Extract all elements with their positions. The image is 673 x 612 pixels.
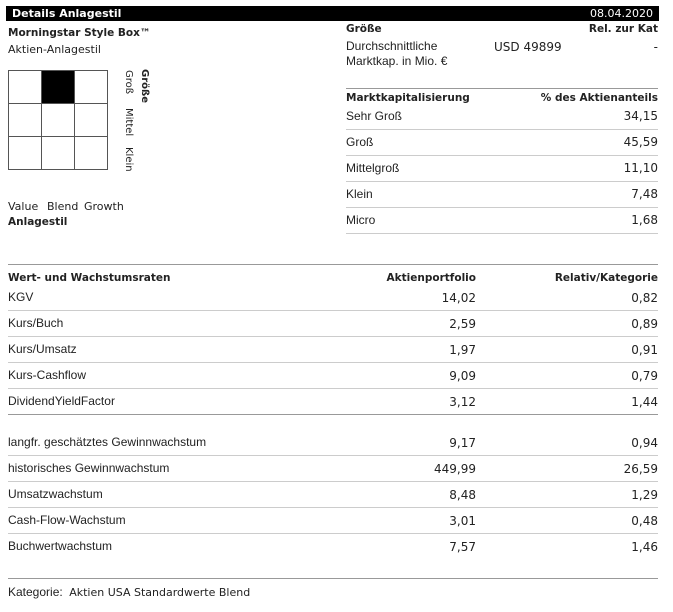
marktkap-row-value: 7,48 (631, 187, 658, 201)
wachstum-row-portfolio: 3,01 (449, 514, 476, 528)
stylebox-cell-large-value (8, 70, 42, 104)
wachstum-row-label: historisches Gewinnwachstum (8, 461, 170, 475)
marktkap-header-left: Marktkapitalisierung (346, 92, 470, 104)
row-divider (346, 233, 658, 234)
divider (8, 264, 658, 265)
kategorie-label: Kategorie: (8, 585, 63, 599)
wachstum-row-relative: 26,59 (623, 462, 658, 476)
wachstum-row-relative: 0,94 (631, 436, 658, 450)
kategorie-value[interactable]: Aktien USA Standardwerte Blend (69, 586, 251, 599)
wachstum-row-portfolio: 3,12 (449, 395, 476, 409)
marktkap-row-value: 11,10 (623, 161, 658, 175)
wachstum-row-label: langfr. geschätztes Gewinnwachstum (8, 435, 207, 449)
wachstum-row-label: Cash-Flow-Wachstum (8, 513, 126, 527)
section-title: Details Anlagestil (12, 7, 122, 20)
marktkap-row-label: Sehr Groß (346, 109, 403, 123)
row-divider (346, 129, 658, 130)
marktkap-row-label: Klein (346, 187, 373, 201)
section-date: 08.04.2020 (590, 7, 653, 20)
row-divider (346, 207, 658, 208)
stylebox-cell-small-blend (41, 136, 75, 170)
stylebox-row-klein: Klein (123, 147, 134, 172)
marktkap-row-value: 34,15 (623, 109, 658, 123)
wachstum-row-relative: 0,79 (631, 369, 658, 383)
stylebox-col-value: Value (8, 200, 39, 213)
row-divider (346, 181, 658, 182)
stylebox-subtitle: Aktien-Anlagestil (8, 43, 101, 56)
marktkap-row-value: 1,68 (631, 213, 658, 227)
wachstum-row-label: Kurs/Buch (8, 316, 64, 330)
stylebox-size-label: Größe (139, 69, 150, 103)
row-divider (8, 336, 658, 337)
stylebox-cell-mid-blend (41, 103, 75, 137)
stylebox-cell-mid-value (8, 103, 42, 137)
marktkap-row-label: Micro (346, 213, 376, 227)
row-divider (8, 362, 658, 363)
marktkap-header-right: % des Aktienanteils (540, 92, 658, 104)
row-divider (8, 310, 658, 311)
stylebox-col-blend: Blend (47, 200, 79, 213)
row-divider (8, 533, 658, 534)
wachstum-header-mid: Aktienportfolio (386, 272, 476, 284)
wachstum-row-portfolio: 7,57 (449, 540, 476, 554)
wachstum-header-right: Relativ/Kategorie (554, 272, 658, 284)
stylebox-cell-small-value (8, 136, 42, 170)
wachstum-row-portfolio: 2,59 (449, 317, 476, 331)
wachstum-row-portfolio: 8,48 (449, 488, 476, 502)
wachstum-row-relative: 0,48 (631, 514, 658, 528)
wachstum-row-label: Kurs-Cashflow (8, 368, 87, 382)
row-divider (8, 455, 658, 456)
wachstum-row-portfolio: 9,17 (449, 436, 476, 450)
wachstum-row-portfolio: 1,97 (449, 343, 476, 357)
stylebox-cell-small-growth (74, 136, 108, 170)
wachstum-row-relative: 1,29 (631, 488, 658, 502)
wachstum-row-relative: 0,89 (631, 317, 658, 331)
stylebox-cell-mid-growth (74, 103, 108, 137)
divider (8, 578, 658, 579)
section-header (6, 6, 659, 21)
row-divider (346, 155, 658, 156)
groesse-title: Größe (346, 23, 382, 35)
row-divider (8, 481, 658, 482)
row-divider (8, 388, 658, 389)
stylebox-col-growth: Growth (84, 200, 124, 213)
wachstum-row-portfolio: 449,99 (434, 462, 476, 476)
wachstum-row-relative: 1,44 (631, 395, 658, 409)
wachstum-row-relative: 0,82 (631, 291, 658, 305)
marktkap-row-label: Groß (346, 135, 374, 149)
divider (346, 88, 658, 89)
wachstum-row-portfolio: 9,09 (449, 369, 476, 383)
wachstum-row-label: DividendYieldFactor (8, 394, 115, 408)
wachstum-header-left: Wert- und Wachstumsraten (8, 272, 171, 284)
wachstum-row-label: KGV (8, 290, 34, 304)
groesse-rel-label: Rel. zur Kat (588, 23, 658, 35)
avg-marketcap-label: Durchschnittliche Marktkap. in Mio. € (346, 39, 448, 68)
marktkap-row-value: 45,59 (623, 135, 658, 149)
avg-marketcap-value: USD 49899 (494, 40, 562, 54)
stylebox-cell-large-blend (41, 70, 75, 104)
divider (8, 414, 658, 415)
marktkap-row-label: Mittelgroß (346, 161, 400, 175)
wachstum-row-label: Buchwertwachstum (8, 539, 113, 553)
avg-marketcap-rel: - (653, 40, 658, 54)
style-box-grid (8, 70, 107, 169)
stylebox-row-gross: Groß (123, 70, 134, 95)
wachstum-row-relative: 0,91 (631, 343, 658, 357)
wachstum-row-relative: 1,46 (631, 540, 658, 554)
wachstum-row-label: Kurs/Umsatz (8, 342, 77, 356)
row-divider (8, 507, 658, 508)
stylebox-caption: Anlagestil (8, 216, 68, 228)
wachstum-row-portfolio: 14,02 (441, 291, 476, 305)
stylebox-row-mittel: Mittel (123, 108, 134, 137)
kategorie-row (8, 585, 250, 599)
wachstum-row-label: Umsatzwachstum (8, 487, 103, 501)
stylebox-cell-large-growth (74, 70, 108, 104)
stylebox-title: Morningstar Style Box™ (8, 27, 151, 39)
